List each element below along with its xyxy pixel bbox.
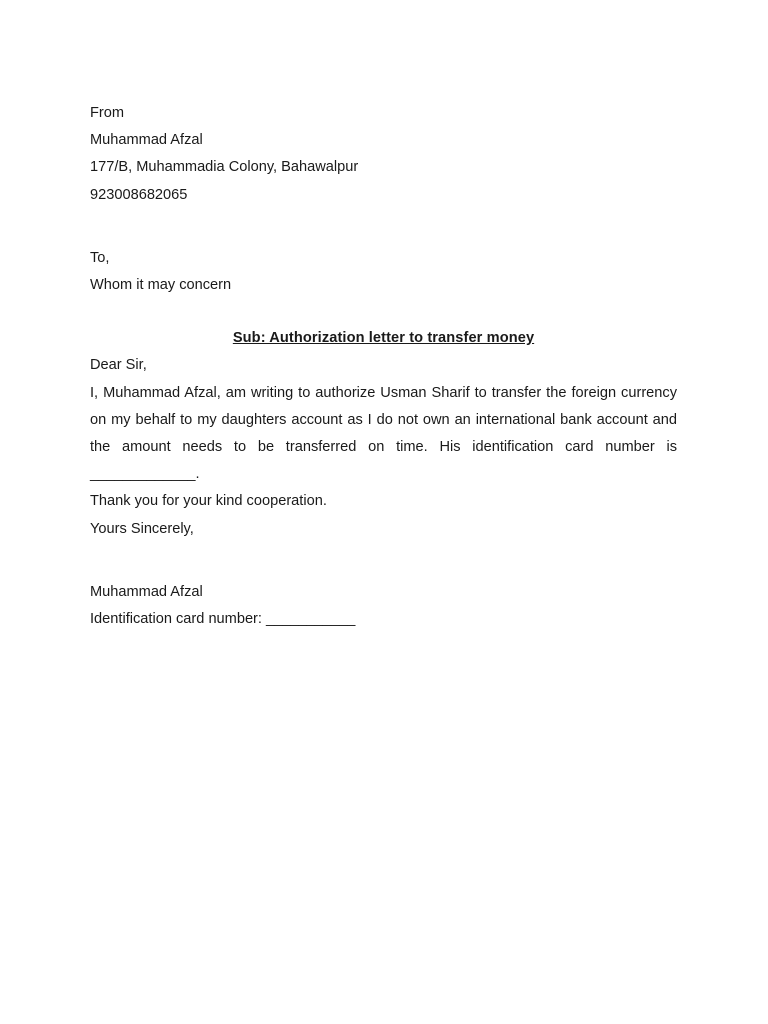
closing-line: Yours Sincerely, — [90, 520, 194, 537]
thanks-line: Thank you for your kind cooperation. — [90, 493, 327, 510]
subject-line: Sub: Authorization letter to transfer money — [232, 330, 535, 347]
id-card-line: Identification card number: ___________ — [90, 610, 356, 627]
signature-name: Muhammad Afzal — [90, 583, 203, 600]
recipient-name: Whom it may concern — [90, 276, 232, 293]
letter-body — [90, 100, 677, 633]
signature-block — [90, 579, 677, 633]
salutation: Dear Sir, — [90, 357, 147, 374]
sender-name: Muhammad Afzal — [90, 132, 203, 149]
to-label: To, — [90, 249, 110, 266]
from-label: From — [90, 105, 125, 121]
recipient-block — [90, 245, 677, 299]
sender-phone: 923008682065 — [90, 186, 188, 203]
sender-block — [90, 100, 677, 209]
sender-address: 177/B, Muhammadia Colony, Bahawalpur — [90, 159, 359, 176]
body-paragraph: I, Muhammad Afzal, am writing to authorize Usman Sharif to transfer the foreign currency on my behalf to my daughters account as I do not own an international bank account and the amount needs to be transferred on time. His identification card number is _____________. — [90, 384, 677, 483]
